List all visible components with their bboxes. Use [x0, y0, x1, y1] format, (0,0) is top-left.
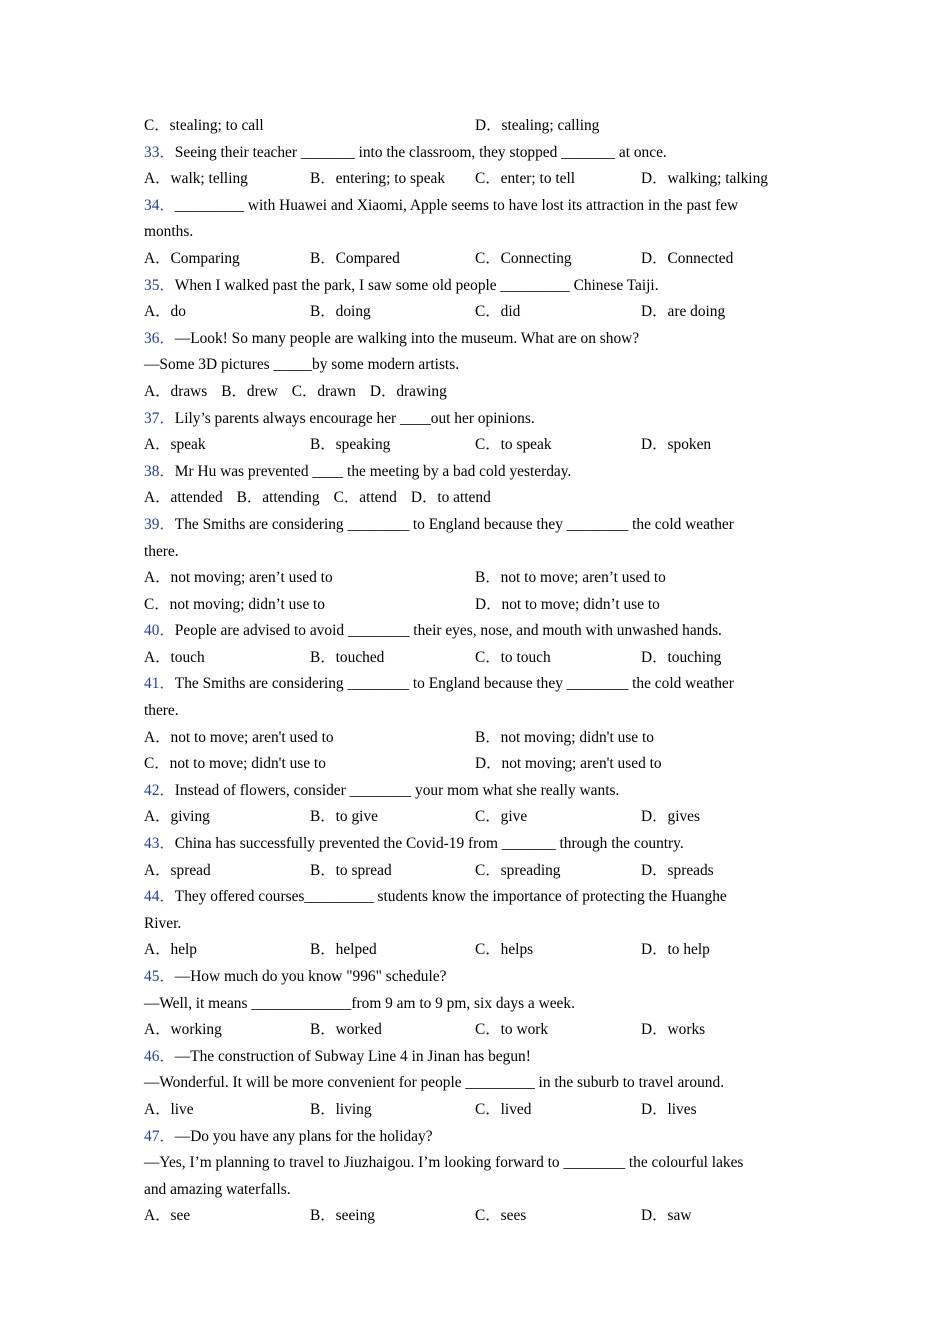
answer-option: A．walk; telling — [144, 170, 248, 188]
answer-option: C．sees — [475, 1207, 527, 1225]
answer-option: C．to speak — [475, 436, 552, 454]
question-line — [144, 1124, 804, 1151]
text-line — [144, 1177, 804, 1204]
question-number: 46． — [144, 1047, 175, 1065]
answer-option: B．helped — [310, 941, 377, 959]
question-text: _________ with Huawei and Xiaomi, Apple seems to have lost its attraction in the past few — [174, 196, 739, 214]
answer-option: A．Comparing — [144, 249, 240, 267]
options-row — [144, 592, 804, 619]
answer-option: C．spreading — [475, 861, 561, 879]
question-line — [144, 831, 804, 858]
continuation-text: months. — [144, 223, 194, 241]
question-number: 43． — [144, 835, 175, 853]
answer-option: C．give — [475, 808, 528, 826]
answer-option: B．not to move; aren’t used to — [475, 569, 666, 587]
answer-option: C．to touch — [475, 648, 551, 666]
text-line — [144, 911, 804, 938]
answer-option: D．stealing; calling — [475, 117, 600, 134]
options-row — [144, 1017, 804, 1044]
answer-option: D．to help — [641, 941, 710, 959]
answer-option: A．live — [144, 1100, 194, 1118]
answer-option: A．speak — [144, 436, 206, 454]
options-row — [144, 804, 804, 831]
answer-option: B．speaking — [310, 436, 391, 454]
answer-option: B．not moving; didn't use to — [475, 728, 654, 746]
answer-option: B．drew — [221, 382, 278, 400]
question-text: When I walked past the park, I saw some old people _________ Chinese Taiji. — [174, 276, 659, 294]
text-line — [144, 539, 804, 566]
answer-option: C．Connecting — [475, 249, 572, 267]
options-row — [144, 246, 804, 273]
answer-option: C．enter; to tell — [475, 170, 576, 188]
options-row — [144, 565, 804, 592]
answer-option: A．giving — [144, 808, 210, 826]
answer-option: C．not to move; didn't use to — [144, 755, 326, 773]
answer-option: A．attended — [144, 489, 223, 507]
answer-option: B．entering; to speak — [310, 170, 446, 188]
options-row — [144, 166, 804, 193]
continuation-text: there. — [144, 702, 179, 720]
options-row — [144, 113, 804, 140]
answer-option: D．works — [641, 1021, 706, 1039]
answer-option: D．not moving; aren't used to — [475, 755, 662, 773]
options-row — [144, 299, 804, 326]
options-row — [144, 937, 804, 964]
question-text: —Look! So many people are walking into the museum. What are on show? — [174, 329, 640, 347]
text-line — [144, 1150, 804, 1177]
options-row — [144, 432, 804, 459]
answer-option: D．not to move; didn’t use to — [475, 595, 660, 613]
options-row — [144, 751, 804, 778]
answer-option: A．working — [144, 1021, 222, 1039]
question-text: People are advised to avoid ________ their eyes, nose, and mouth with unwashed hands. — [174, 622, 722, 640]
question-text: They offered courses_________ students know the importance of protecting the Huanghe — [174, 888, 727, 906]
question-line — [144, 964, 804, 991]
answer-option: D．Connected — [641, 249, 734, 267]
answer-option: C．to work — [475, 1021, 549, 1039]
question-line — [144, 512, 804, 539]
answer-option: D．spoken — [641, 436, 712, 454]
question-text: —Do you have any plans for the holiday? — [174, 1127, 433, 1145]
answer-option: A．not to move; aren't used to — [144, 728, 334, 746]
question-number: 33． — [144, 143, 175, 161]
answer-option: B．doing — [310, 303, 371, 321]
answer-option: B．to give — [310, 808, 378, 826]
answer-option: B．attending — [236, 489, 320, 507]
question-line — [144, 140, 804, 167]
question-line — [144, 884, 804, 911]
question-number: 39． — [144, 515, 175, 533]
question-number: 40． — [144, 622, 175, 640]
answer-option: D．gives — [641, 808, 700, 826]
question-number: 35． — [144, 276, 175, 294]
question-number: 45． — [144, 968, 175, 985]
text-line — [144, 1070, 804, 1097]
question-number: 34． — [144, 196, 175, 214]
answer-option: D．lives — [641, 1100, 697, 1118]
options-row — [144, 379, 804, 406]
question-text: Lily’s parents always encourage her ____out her opinions. — [174, 409, 535, 427]
text-line — [144, 991, 804, 1018]
answer-option: C．stealing; to call — [144, 117, 264, 134]
answer-option: B．Compared — [310, 249, 400, 267]
question-number: 37． — [144, 409, 175, 427]
question-text: Mr Hu was prevented ____ the meeting by a bad cold yesterday. — [174, 462, 572, 480]
answer-option: A．do — [144, 303, 186, 321]
options-row — [144, 725, 804, 752]
question-line — [144, 459, 804, 486]
answer-option: C．drawn — [291, 382, 356, 400]
answer-option: B．worked — [310, 1021, 382, 1039]
question-text: The Smiths are considering ________ to England because they ________ the cold weather — [174, 515, 734, 533]
answer-option: C．not moving; didn’t use to — [144, 595, 325, 613]
options-row — [144, 485, 804, 512]
answer-option: D．drawing — [369, 382, 447, 400]
options-row — [144, 1203, 804, 1230]
question-text: —The construction of Subway Line 4 in Jinan has begun! — [174, 1047, 531, 1065]
question-line — [144, 778, 804, 805]
answer-option: D．to attend — [410, 489, 491, 507]
continuation-text: —Some 3D pictures _____by some modern artists. — [144, 356, 460, 374]
continuation-text: —Wonderful. It will be more convenient for people _________ in the suburb to travel around. — [144, 1074, 725, 1092]
continuation-text: —Yes, I’m planning to travel to Jiuzhaigou. I’m looking forward to ________ the colourful lakes — [144, 1154, 744, 1172]
question-line — [144, 671, 804, 698]
answer-option: C．attend — [333, 489, 397, 507]
question-line — [144, 273, 804, 300]
text-line — [144, 352, 804, 379]
question-text: —How much do you know "996" schedule? — [174, 968, 447, 985]
question-line — [144, 406, 804, 433]
text-line — [144, 698, 804, 725]
options-row — [144, 645, 804, 672]
options-row — [144, 1097, 804, 1124]
answer-option: C．lived — [475, 1100, 532, 1118]
question-line — [144, 326, 804, 353]
answer-option: D．walking; talking — [641, 170, 768, 188]
answer-option: D．are doing — [641, 303, 726, 321]
answer-option: D．saw — [641, 1207, 692, 1225]
answer-option: A．not moving; aren’t used to — [144, 569, 333, 587]
answer-option: A．help — [144, 941, 198, 959]
continuation-text: —Well, it means _____________from 9 am to 9 pm, six days a week. — [144, 994, 575, 1012]
question-number: 44． — [144, 888, 175, 906]
answer-option: B．seeing — [310, 1207, 375, 1225]
question-number: 47． — [144, 1127, 175, 1145]
answer-option: C．did — [475, 303, 521, 321]
question-line — [144, 618, 804, 645]
exam-page — [144, 113, 804, 1230]
question-line — [144, 1044, 804, 1071]
answer-option: C．helps — [475, 941, 534, 959]
continuation-text: and amazing waterfalls. — [144, 1180, 291, 1198]
question-text: Instead of flowers, consider ________ your mom what she really wants. — [174, 781, 620, 799]
answer-option: D．spreads — [641, 861, 714, 879]
question-line — [144, 193, 804, 220]
question-text: The Smiths are considering ________ to England because they ________ the cold weather — [174, 675, 734, 693]
answer-option: B．to spread — [310, 861, 392, 879]
question-text: China has successfully prevented the Covid-19 from _______ through the country. — [174, 835, 684, 853]
answer-option: A．see — [144, 1207, 191, 1225]
answer-option: A．touch — [144, 648, 205, 666]
continuation-text: River. — [144, 914, 182, 932]
text-line — [144, 219, 804, 246]
question-number: 36． — [144, 329, 175, 347]
question-number: 38． — [144, 462, 175, 480]
answer-option: D．touching — [641, 648, 722, 666]
question-text: Seeing their teacher _______ into the classroom, they stopped _______ at once. — [174, 143, 667, 161]
question-number: 42． — [144, 781, 175, 799]
answer-option: A．draws — [144, 382, 208, 400]
answer-option: A．spread — [144, 861, 211, 879]
answer-option: B．touched — [310, 648, 385, 666]
question-number: 41． — [144, 675, 175, 693]
answer-option: B．living — [310, 1100, 372, 1118]
continuation-text: there. — [144, 542, 179, 560]
options-row — [144, 858, 804, 885]
